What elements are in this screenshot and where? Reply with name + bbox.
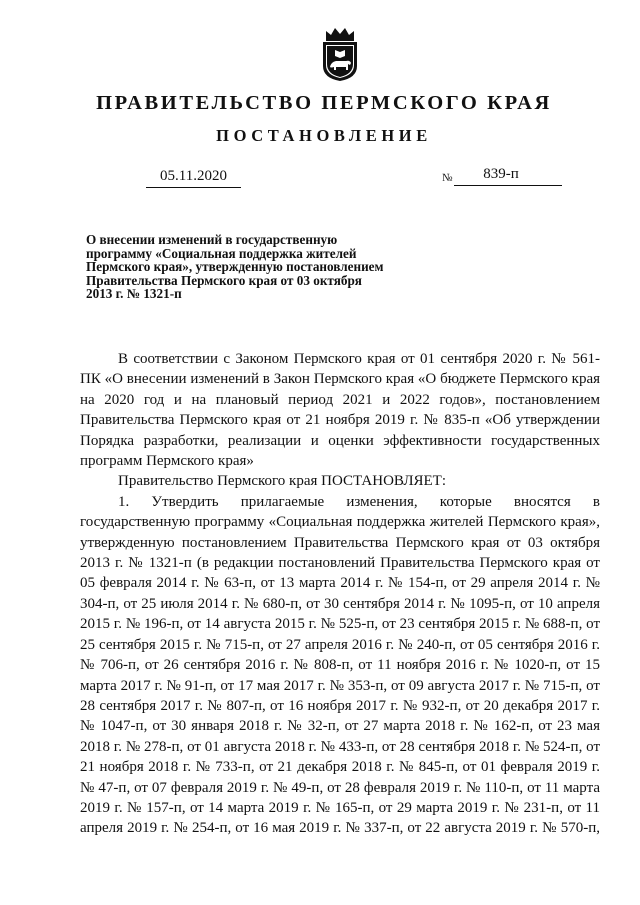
number-sign: № xyxy=(442,172,453,184)
document-type: ПОСТАНОВЛЕНИЕ xyxy=(216,126,432,145)
document-number: 839-п xyxy=(454,166,562,186)
document-subject: О внесении изменений в государственную программу «Социальная поддержка жителей Пермского края», утвержденную постановлением Правительства Пермского края от 03 октября 2013 г. № 1321-п xyxy=(86,232,384,301)
organization-title: ПРАВИТЕЛЬСТВО ПЕРМСКОГО КРАЯ xyxy=(96,92,552,114)
item-1-paragraph: 1. Утвердить прилагаемые изменения, которые вносятся в государственную программу «Социальная поддержка жителей Пермского края», утвержденную постановлением Правительства Пермского края от 03 октября 2013 г. № 1321-п (в редакции постановлений Правительства Пермского края от 05 февраля 2014 г. № 63-п, от 13 марта 2014 г. № 154-п, от 29 апреля 2014 г. № 304-п, от 25 июля 2014 г. № 680-п, от 30 сентября 2014 г. № 1095-п, от 10 апреля 2015 г. № 196-п, от 14 августа 2015 г. № 525-п, от 23 сентября 2015 г. № 688-п, от 25 сентября 2015 г. № 715-п, от 27 апреля 2016 г. № 240-п, от 05 сентября 2016 г. № 706-п, от 26 сентября 2016 г. № 808-п, от 11 ноября 2016 г. № 1020-п, от 15 марта 2017 г. № 91-п, от 17 мая 2017 г. № 353-п, от 09 августа 2017 г. № 715-п, от 28 сентября 2017 г. № 807-п, от 16 ноября 2017 г. № 932-п, от 20 декабря 2017 г. № 1047-п, от 30 января 2018 г. № 32-п, от 27 марта 2018 г. № 162-п, от 23 мая 2018 г. № 278-п, от 01 августа 2018 г. № 433-п, от 28 сентября 2018 г. № 524-п, от 21 ноября 2018 г. № 733-п, от 21 декабря 2018 г. № 845-п, от 01 февраля 2019 г. № 47-п, от 07 февраля 2019 г. № 49-п, от 28 февраля 2019 г. № 110-п, от 11 марта 2019 г. № 157-п, от 14 марта 2019 г. № 165-п, от 29 марта 2019 г. № 231-п, от 11 апреля 2019 г. № 254-п, от 16 мая 2019 г. № 337-п, от 22 августа 2019 г. № 570-п, xyxy=(80,493,600,837)
perm-krai-coat-of-arms-icon xyxy=(317,26,363,82)
resolves-paragraph: Правительство Пермского края ПОСТАНОВЛЯЕТ: xyxy=(118,473,447,490)
document-body xyxy=(80,349,600,839)
document-date: 05.11.2020 xyxy=(146,168,241,188)
preamble-paragraph: В соответствии с Законом Пермского края от 01 сентября 2020 г. № 561-ПК «О внесении изменений в Закон Пермского края «О бюджете Пермского края на 2020 год и на плановый период 2021 и 2022 годов», постановлением Правительства Пермского края от 21 ноября 2019 г. № 835-п «Об утверждении Порядка разработки, реализации и оценки эффективности государственных программ Пермского края» xyxy=(80,351,600,470)
